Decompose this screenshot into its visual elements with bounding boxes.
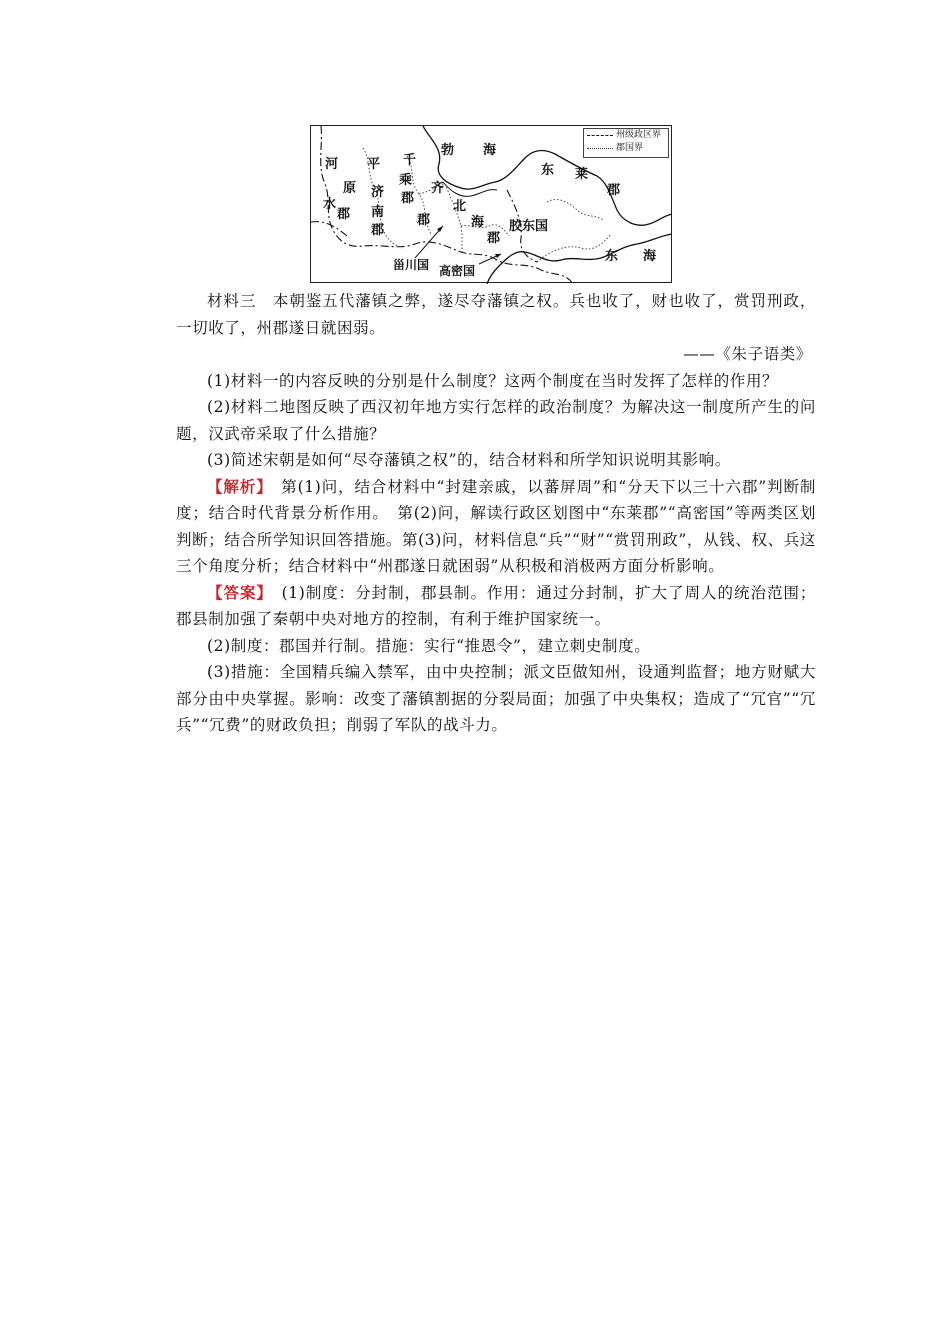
province-boundary-west	[311, 222, 347, 236]
answer-2: (2)制度：郡国并行制。措施：实行“推恩令”，建立刺史制度。	[207, 636, 651, 655]
answer-tag: 【答案】	[207, 583, 266, 602]
han-map	[310, 125, 672, 283]
answer-3: (3)措施：全国精兵编入禁军，由中央控制；派文臣做知州，设通判监督；地方财赋大部分由中央掌握。影响：改变了藩镇割据的分裂局面；加强了中央集权；造成了“冗官”“冗兵”“冗费”的财政负担；削弱了军队的战斗力。	[176, 663, 816, 734]
label-qian: 千	[403, 153, 417, 168]
label-nan: 南	[371, 205, 385, 220]
material3-text: 材料三 本朝鉴五代藩镇之弊，遂尽夺藩镇之权。兵也收了，财也收了，赏罚刑政，一切收了，州郡遂日就困弱。	[176, 292, 816, 337]
commandery-boundary-5	[461, 225, 509, 236]
answer-1: (1)制度：分封制，郡县制。作用：通过分封制，扩大了周人的统治范围；郡县制加强了秦朝中央对地方的控制，有利于维护国家统一。	[176, 583, 816, 628]
question-1: (1)材料一的内容反映的分别是什么制度？这两个制度在当时发挥了怎样的作用？	[207, 371, 779, 390]
label-lai: 莱	[575, 167, 589, 182]
label-he: 河	[325, 157, 339, 172]
label-gaomi: 高密国	[439, 264, 476, 278]
label-jiaodong: 胶东国	[509, 219, 549, 234]
label-donghai-2: 海	[643, 249, 657, 264]
label-dong: 东	[541, 163, 555, 178]
label-jun-heshui: 郡	[337, 207, 351, 222]
label-bohai-1: 勃	[441, 143, 455, 158]
label-jun-qiancheng: 郡	[401, 191, 415, 206]
label-shui: 水	[323, 197, 337, 212]
commandery-boundary-7	[547, 200, 603, 220]
analysis-tag: 【解析】	[207, 477, 265, 496]
material3-source: ——《朱子语类》	[683, 345, 812, 363]
question-2: (2)材料二地图反映了西汉初年地方实行怎样的政治制度？为解决这一制度所产生的问题，汉武帝采取了什么措施？	[176, 398, 816, 443]
label-jun-jinan: 郡	[371, 223, 385, 238]
label-ji: 济	[371, 185, 385, 200]
commandery-boundary-4	[445, 184, 463, 254]
label-bohai-2: 海	[483, 143, 497, 158]
text-content	[176, 288, 816, 739]
map-legend	[583, 128, 669, 158]
answer-paragraph-1	[176, 580, 816, 633]
arrow-zichuan	[415, 226, 443, 258]
label-jun-beihai: 郡	[487, 231, 501, 246]
analysis-text: 第(1)问，结合材料中“封建亲戚，以蕃屏周”和“分天下以三十六郡”判断制度；结合时代背景分析作用。 第(2)问，解读行政区划图中“东莱郡”“高密国”等两类区划判断；结合所学知识回答措施。第(3)问，材料信息“兵”“财”“赏罚刑政”，从钱、权、兵这三个角度分析；结合材料中“州郡遂日就困弱”从积极和消极两方面分析影响。	[176, 477, 816, 575]
analysis-paragraph	[176, 474, 816, 580]
legend-commandery: 郡国界	[616, 143, 644, 153]
question-3: (3)简述宋朝是如何“尽夺藩镇之权”的，结合材料和所学知识说明其影响。	[207, 451, 731, 469]
label-qi: 齐	[431, 181, 445, 196]
label-donghai-1: 东	[605, 249, 619, 264]
label-zichuan: 甾川国	[393, 258, 430, 272]
label-yuan: 原	[343, 181, 357, 196]
label-cheng: 乘	[399, 173, 413, 188]
label-bei: 北	[453, 199, 467, 214]
label-ping: 平	[367, 157, 381, 172]
label-jun-qi: 郡	[417, 213, 431, 228]
label-hai: 海	[471, 215, 485, 230]
legend-province: 州级政区界	[616, 130, 662, 140]
label-jun-donglai: 郡	[607, 183, 621, 198]
